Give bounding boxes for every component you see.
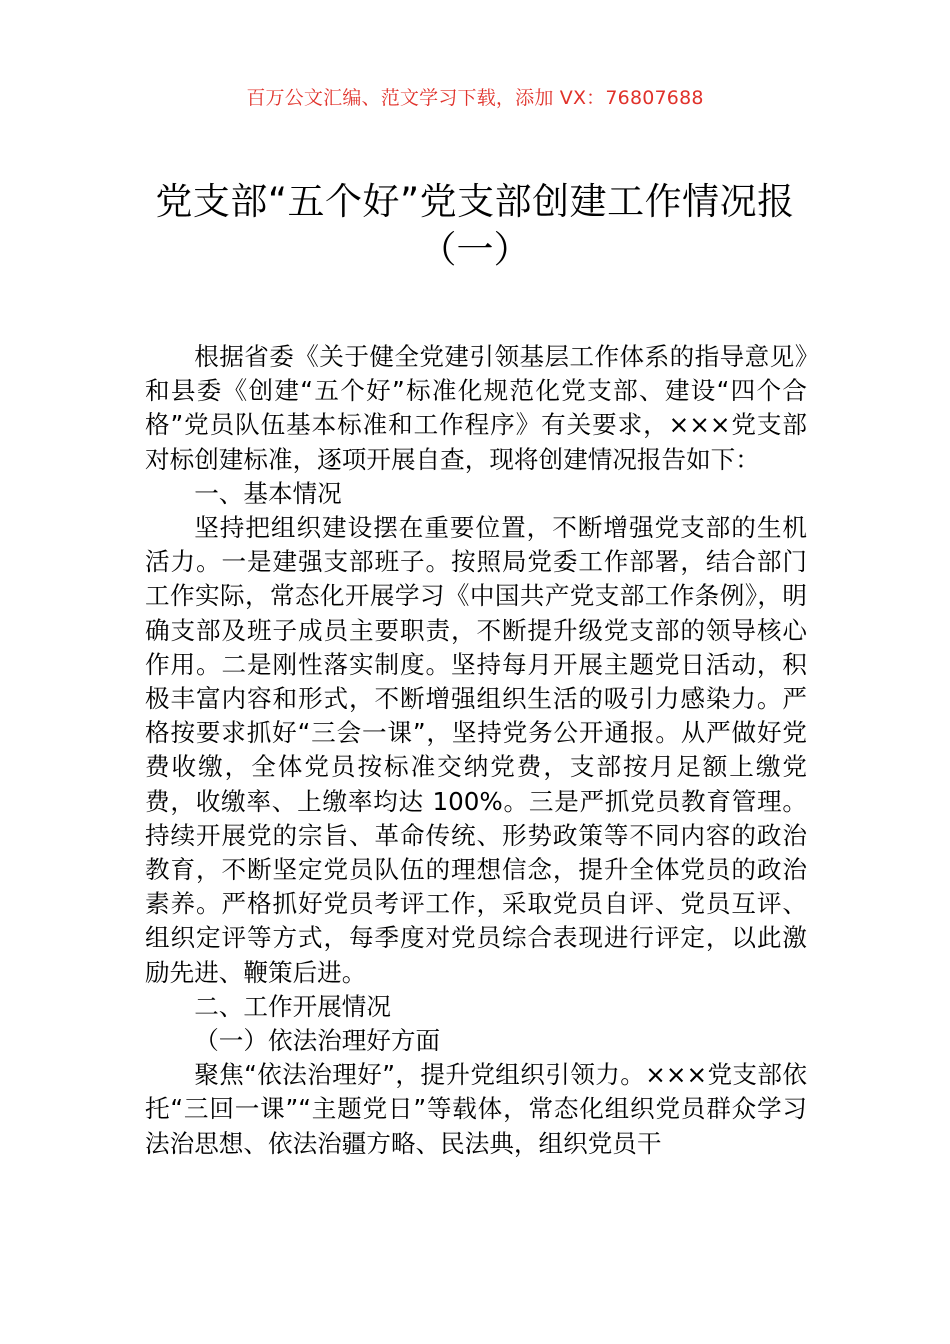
law-governance-paragraph: 聚焦“依法治理好”，提升党组织引领力。×××党支部依托“三回一课”“主题党日”等载体，常态化组织党员群众学习法治思想、依法治疆方略、民法典，组织党员干 <box>145 1060 807 1158</box>
basic-situation-paragraph: 坚持把组织建设摆在重要位置，不断增强党支部的生机活力。一是建强支部班子。按照局党委工作部署，结合部门工作实际，常态化开展学习《中国共产党支部工作条例》，明确支部及班子成员主要职责，不断提升级党支部的领导核心作用。二是刚性落实制度。坚持每月开展主题党日活动，积极丰富内容和形式，不断增强组织生活的吸引力感染力。严格按要求抓好“三会一课”，坚持党务公开通报。从严做好党费收缴，全体党员按标准交纳党费，支部按月足额上缴党费，收缴率、上缴率均达 100%。三是严抓党员教育管理。持续开展党的宗旨、革命传统、形势政策等不同内容的政治教育，不断坚定党员队伍的理想信念，提升全体党员的政治素养。严格抓好党员考评工作，采取党员自评、党员互评、组织定评等方式，每季度对党员综合表现进行评定，以此激励先进、鞭策后进。 <box>145 513 807 987</box>
intro-paragraph: 根据省委《关于健全党建引领基层工作体系的指导意见》和县委《创建“五个好”标准化规范化党支部、建设“四个合格”党员队伍基本标准和工作程序》有关要求，×××党支部对标创建标准，逐项开展自查，现将创建情况报告如下： <box>145 342 807 474</box>
section-heading-basic: 一、基本情况 <box>194 478 342 508</box>
section-heading-work: 二、工作开展情况 <box>194 991 391 1021</box>
document-title: 党支部“五个好”党支部创建工作情况报 <box>155 180 795 223</box>
download-banner: 百万公文汇编、范文学习下载，添加 VX：76807688 <box>246 87 704 109</box>
document-body <box>145 340 807 1161</box>
subsection-heading-law: （一）依法治理好方面 <box>194 1026 441 1056</box>
document-title-part: （一） <box>419 228 531 271</box>
